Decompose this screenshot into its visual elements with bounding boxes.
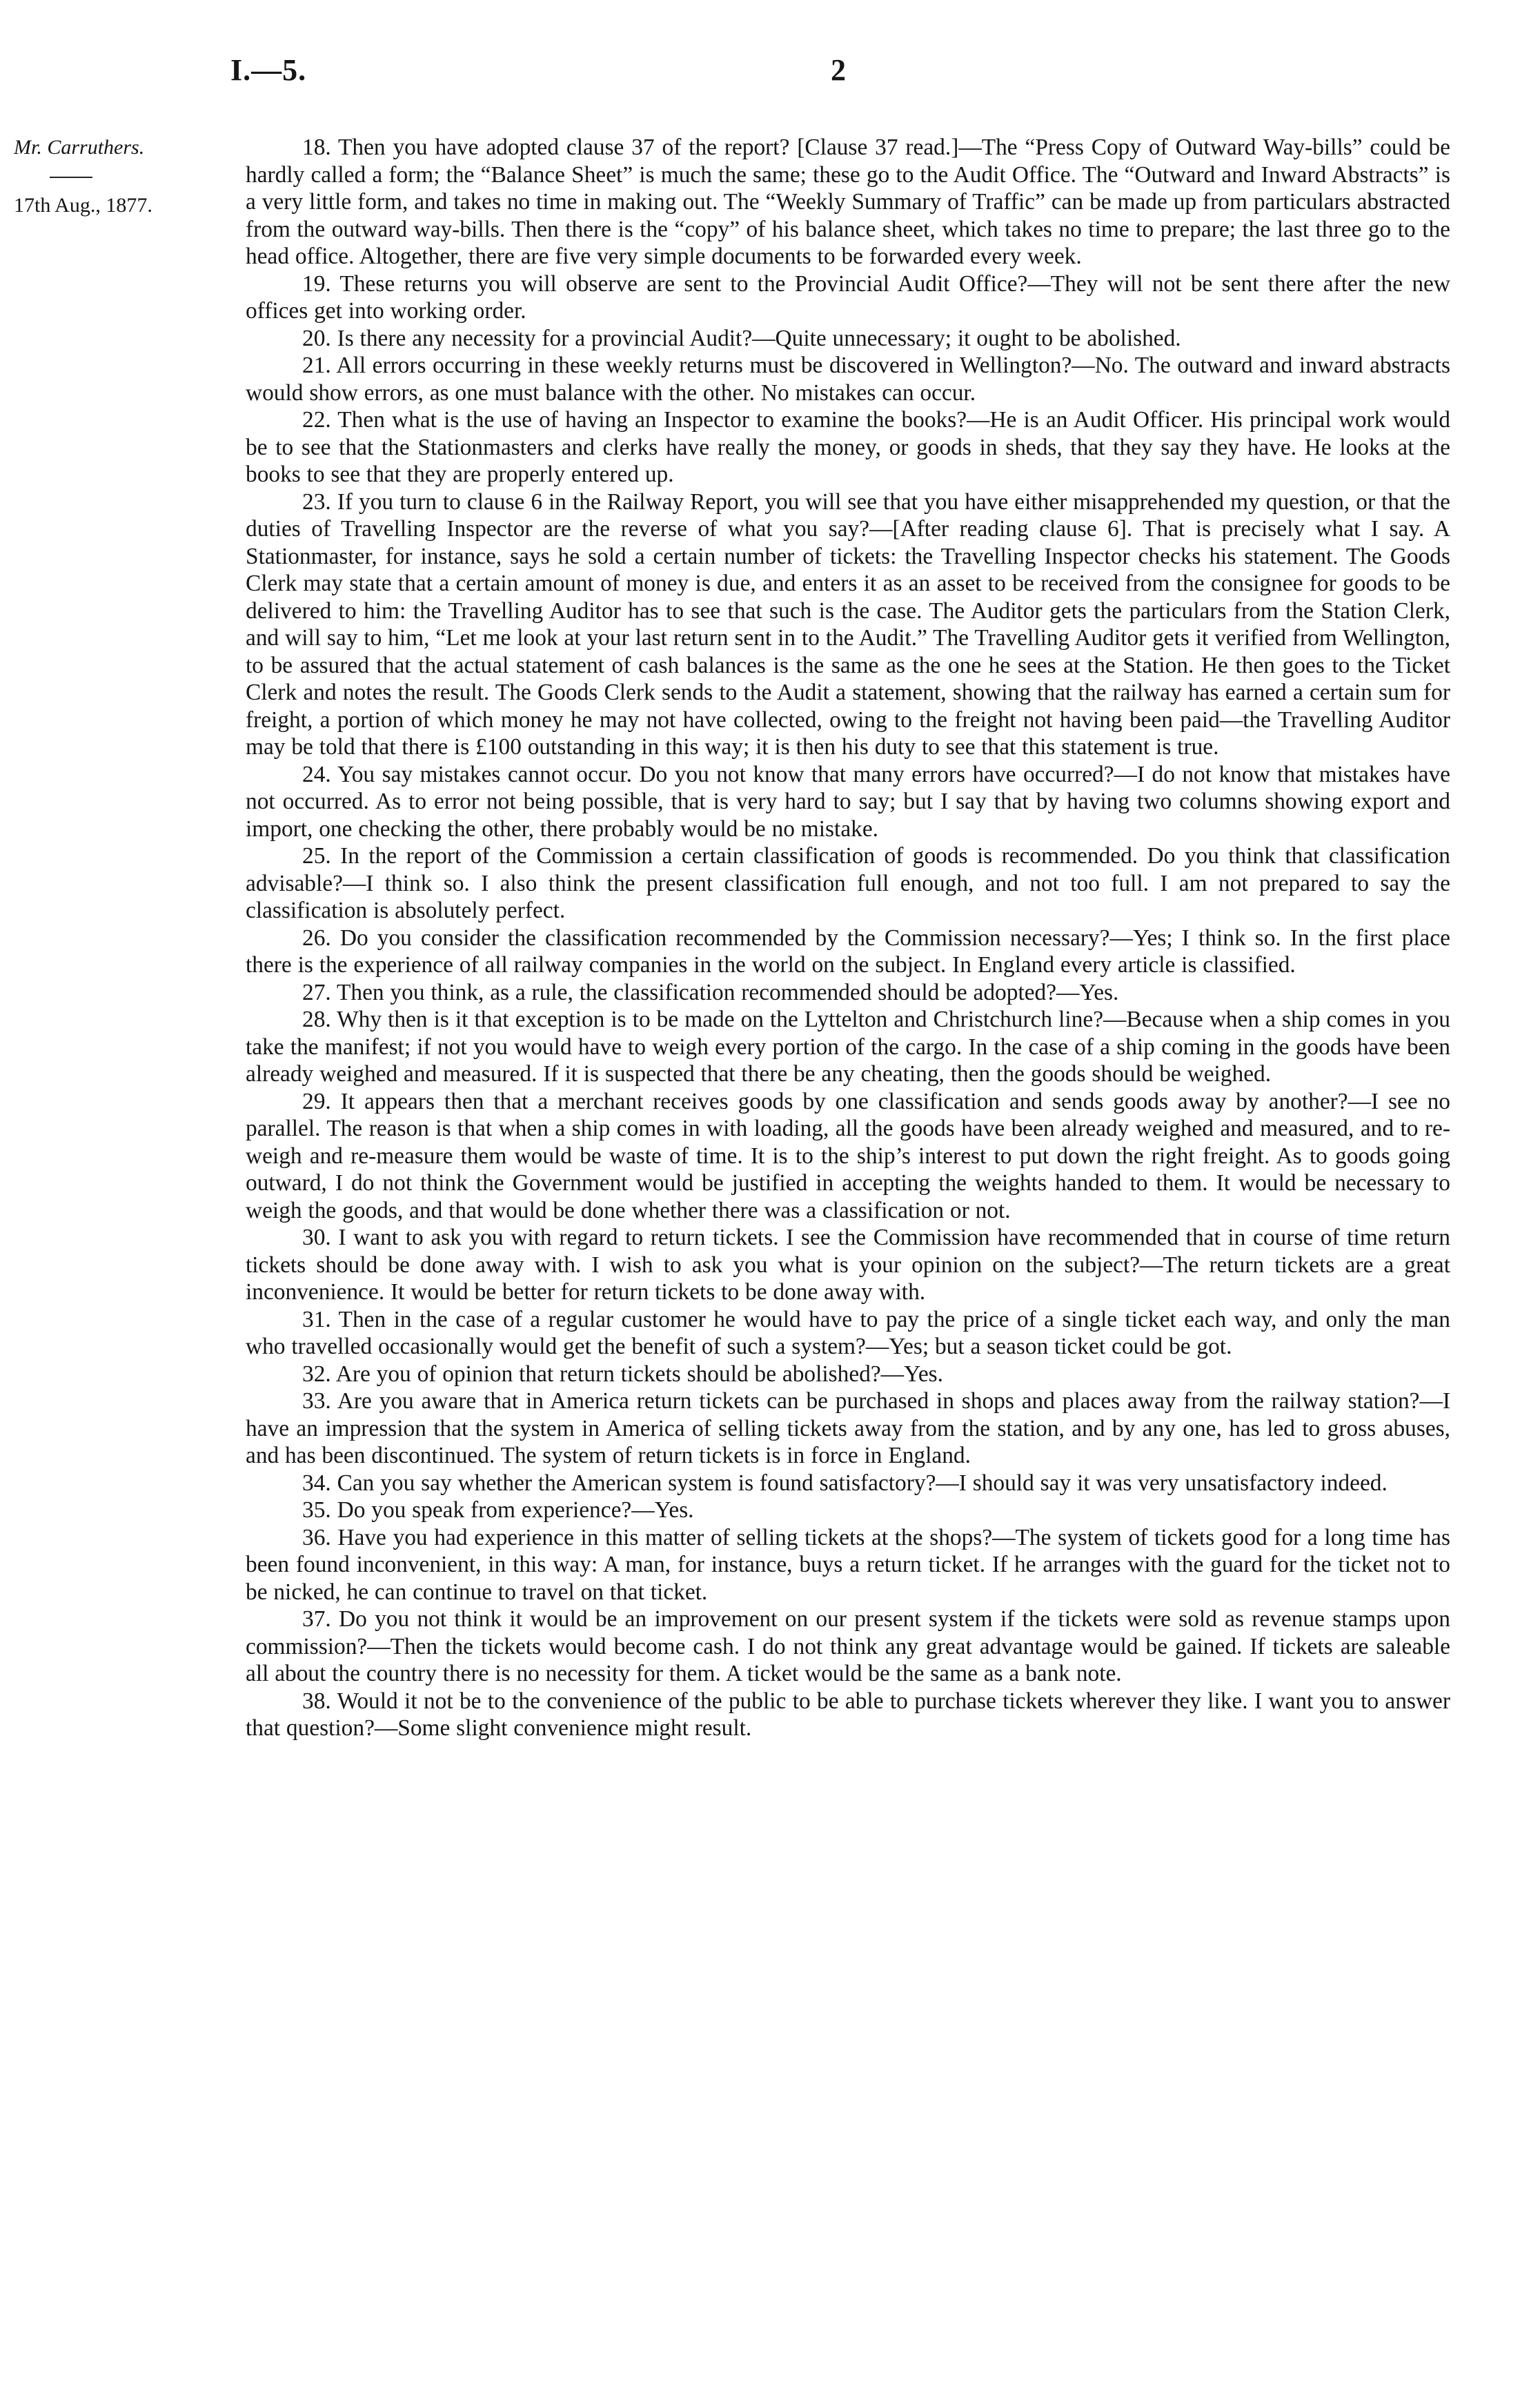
question-29: 29. It appears then that a merchant receives goods by one classification and sends goods away by another?—I see no parallel. The reason is that when a ship comes in with loading, all the goods have been already weighed and measured, and to re-weigh and re-measure them would be waste of time. It is to the ship’s interest to put down the right freight. As to goods going outward, I do not think the Government would be justified in accepting the weights handed to them. It would be necessary to weigh the goods, and that would be done whether there was a classification or not. — [246, 1088, 1450, 1223]
question-25: 25. In the report of the Commission a certain classification of goods is recommended. Do you think that classification advisable?—I think so. I also think the present classification full enough, and not too full. I am not prepared to say the classification is absolutely perfect. — [246, 843, 1450, 923]
question-24: 24. You say mistakes cannot occur. Do you not know that many errors have occurred?—I do not know that mistakes have not occurred. As to error not being possible, that is very hard to say; but I say that by having two columns showing export and import, one checking the other, there probably would be no mistake. — [246, 761, 1450, 842]
page-number: I.—5. — [230, 53, 307, 87]
question-27: 27. Then you think, as a rule, the classification recommended should be adopted?—Yes. — [302, 979, 1119, 1005]
question-30: 30. I want to ask you with regard to return tickets. I see the Commission have recommended that in course of time return tickets should be done away with. I wish to ask you what is your opinion on the subject?—The return tickets are a great inconvenience. It would be better for return tickets to be done away with. — [246, 1225, 1450, 1305]
witness-name: Mr. Carruthers. — [14, 136, 145, 159]
question-36: 36. Have you had experience in this matter of selling tickets at the shops?—The system of tickets good for a long time has been found inconvenient, in this way: A man, for instance, buys a return ticket. If he arranges with the guard for the ticket not to be nicked, he can continue to travel on that ticket. — [246, 1524, 1450, 1605]
question-32: 32. Are you of opinion that return tickets should be abolished?—Yes. — [302, 1361, 943, 1387]
margin-notes — [14, 134, 229, 219]
page-folio: 2 — [831, 53, 846, 87]
question-21: 21. All errors occurring in these weekly returns must be discovered in Wellington?—No. The outward and inward abstracts would show errors, as one must balance with the other. No mistakes can occur. — [246, 353, 1450, 406]
question-23: 23. If you turn to clause 6 in the Railway Report, you will see that you have either misapprehended my question, or that the duties of Travelling Inspector are the reverse of what you say?—[After reading clause 6]. That is precisely what I say. A Stationmaster, for instance, says he sold a certain number of tickets: the Travelling Inspector checks his statement. The Goods Clerk may state that a certain amount of money is due, and enters it as an asset to be received from the consignee for goods to be delivered to him: the Travelling Auditor has to see that such is the case. The Auditor gets the particulars from the Station Clerk, and will say to him, “Let me look at your last return sent in to the Audit.” The Travelling Auditor gets it verified from Wellington, to be assured that the actual statement of cash balances is the same as the one he sees at the Station. He then goes to the Ticket Clerk and notes the result. The Goods Clerk sends to the Audit a statement, showing that the railway has earned a certain sum for freight, a portion of which money he may not have collected, owing to the freight not having been paid—the Travelling Auditor may be told that there is £100 outstanding in this way; it is then his duty to see that this statement is true. — [246, 489, 1450, 760]
question-31: 31. Then in the case of a regular customer he would have to pay the price of a single ticket each way, and only the man who travelled occasionally would get the benefit of such a system?—Yes; but a season ticket could be got. — [246, 1306, 1450, 1359]
question-22: 22. Then what is the use of having an Inspector to examine the books?—He is an Audit Officer. His principal work would be to see that the Stationmasters and clerks have really the money, or goods in sheds, that they say they have. He looks at the books to see that they are properly entered up. — [246, 407, 1450, 487]
question-38: 38. Would it not be to the convenience of the public to be able to purchase tickets wherever they like. I want you to answer that question?—Some slight convenience might result. — [246, 1688, 1450, 1741]
question-26: 26. Do you consider the classification recommended by the Commission necessary?—Yes; I think so. In the first place there is the experience of all railway companies in the world on the subject. In England every article is classified. — [246, 925, 1450, 978]
question-28: 28. Why then is it that exception is to be made on the Lyttelton and Christchurch line?—Because when a ship comes in you take the manifest; if not you would have to weigh every portion of the cargo. In the case of a ship coming in the goods have been already weighed and measured. If it is suspected that there be any cheating, then the goods should be weighed. — [246, 1007, 1450, 1087]
question-34: 34. Can you say whether the American system is found satisfactory?—I should say it was very unsatisfactory indeed. — [302, 1470, 1388, 1496]
testimony-body — [246, 134, 1450, 1742]
margin-divider — [50, 177, 92, 178]
question-19: 19. These returns you will observe are sent to the Provincial Audit Office?—They will not be sent there after the new offices get into working order. — [246, 270, 1450, 324]
question-37: 37. Do you not think it would be an improvement on our present system if the tickets were sold as revenue stamps upon commission?—Then the tickets would become cash. I do not think any great advantage would be gained. If tickets are saleable all about the country there is no necessity for them. A ticket would be the same as a bank note. — [246, 1606, 1450, 1686]
question-20: 20. Is there any necessity for a provincial Audit?—Quite unnecessary; it ought to be abolished. — [302, 325, 1181, 351]
question-35: 35. Do you speak from experience?—Yes. — [302, 1497, 694, 1523]
question-33: 33. Are you aware that in America return tickets can be purchased in shops and places away from the railway station?—I have an impression that the system in America of selling tickets away from the station, and by any one, has led to gross abuses, and has been discontinued. The system of return tickets is in force in England. — [246, 1388, 1450, 1468]
question-18: 18. Then you have adopted clause 37 of the report? [Clause 37 read.]—The “Press Copy of Outward Way-bills” could be hardly called a form; the “Balance Sheet” is much the same; these go to the Audit Office. The “Outward and Inward Abstracts” is a very little form, and takes no time in making out. The “Weekly Summary of Traffic” can be made up from particulars abstracted from the outward way-bills. Then there is the “copy” of his balance sheet, which takes no time to prepare; the last three go to the head office. Altogether, there are five very simple documents to be forwarded every week. — [246, 135, 1450, 269]
hearing-date: 17th Aug., 1877. — [14, 194, 152, 217]
